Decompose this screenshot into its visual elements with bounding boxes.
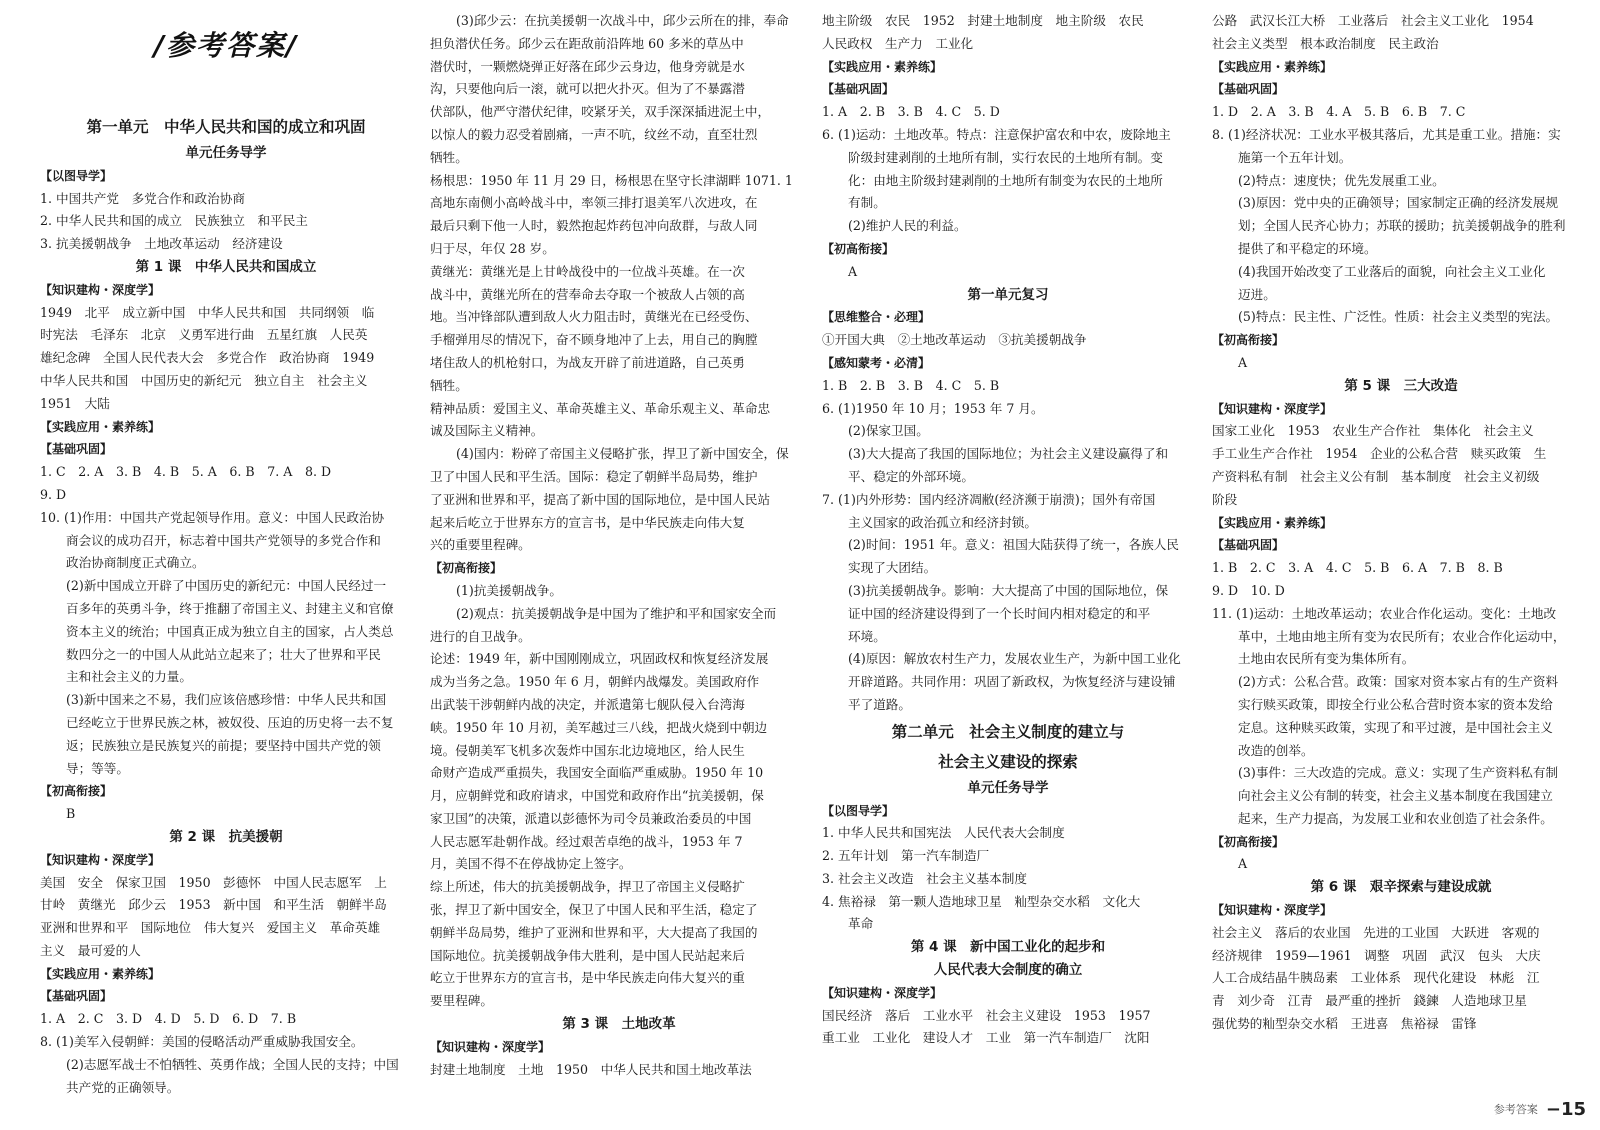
section-label: 【初高衔接】 bbox=[1212, 834, 1285, 849]
answer-line-indented: 革中，土地由地主所有变为农民所有；农业合作化运动中， bbox=[1238, 628, 1566, 644]
answer-line: 1. B 2. C 3. A 4. C 5. B 6. A 7. B 8. B bbox=[1212, 560, 1503, 576]
answer-line: 黄继光：黄继光是上甘岭战役中的一位战斗英雄。在一次 bbox=[430, 263, 745, 279]
answer-line-indented: 资本主义的统治；中国真正成为独立自主的国家，占人类总 bbox=[66, 623, 394, 639]
answer-line-indented: 提供了和平稳定的环境。 bbox=[1238, 240, 1377, 256]
answer-line: 国家工业化 1953 农业生产合作社 集体化 社会主义 bbox=[1212, 423, 1534, 439]
section-label: 【实践应用・素养练】 bbox=[1212, 515, 1333, 530]
answer-line: 起来后屹立于世界东方的宣言书，是中华民族走向伟大复 bbox=[430, 514, 745, 530]
answer-line-indented: 革命 bbox=[848, 916, 874, 932]
answer-line-indented: 导；等等。 bbox=[66, 760, 129, 776]
answer-line: 沟，只要他向后一滚，就可以把火扑灭。但为了不暴露潜 bbox=[430, 81, 745, 97]
answer-line: 要里程碑。 bbox=[430, 993, 493, 1009]
answer-line: 美国 安全 保家卫国 1950 彭德怀 中国人民志愿军 上 bbox=[40, 874, 387, 890]
answer-line: 阶段 bbox=[1212, 491, 1238, 507]
answer-line-indented: 迈进。 bbox=[1238, 286, 1276, 302]
answer-line: 以惊人的毅力忍受着剧痛，一声不吭，纹丝不动，直至壮烈 bbox=[430, 126, 758, 142]
answer-line-indented: (1)抗美援朝战争。 bbox=[456, 582, 562, 598]
answer-line: 社会主义类型 根本政治制度 民主政治 bbox=[1212, 35, 1439, 51]
answer-line: 8. (1)经济状况：工业水平极其落后，尤其是重工业。措施：实 bbox=[1212, 126, 1561, 142]
answer-line-indented: (2)志愿军战士不怕牺牲、英勇作战；全国人民的支持；中国 bbox=[66, 1056, 399, 1072]
column-1 bbox=[40, 10, 412, 1099]
column-4 bbox=[1212, 10, 1590, 1036]
answer-line: 张，捍卫了新中国安全，保卫了中国人民和平生活，稳定了 bbox=[430, 902, 758, 918]
answer-line: 月，美国不得不在停战协定上签字。 bbox=[430, 856, 632, 872]
answer-line-indented: 改造的创举。 bbox=[1238, 742, 1314, 758]
section-label: 【知识建构・深度学】 bbox=[822, 985, 943, 1000]
answer-line: 战斗中，黄继光所在的营奉命去夺取一个被敌人占领的高 bbox=[430, 286, 745, 302]
answer-line: 人民志愿军赴朝作战。经过艰苦卓绝的战斗，1953 年 7 bbox=[430, 833, 743, 849]
answer-line: 综上所述，伟大的抗美援朝战争，捍卫了帝国主义侵略扩 bbox=[430, 879, 745, 895]
answer-line-indented: 共产党的正确领导。 bbox=[66, 1079, 180, 1095]
answer-line-indented: 平了道路。 bbox=[848, 696, 911, 712]
answer-line-indented: (2)保家卫国。 bbox=[848, 423, 929, 439]
answer-line-indented: (3)抗美援朝战争。影响：大大提高了中国的国际地位，保 bbox=[848, 582, 1169, 598]
section-label: 【知识建构・深度学】 bbox=[40, 852, 161, 867]
answer-line-indented: 土地由农民所有变为集体所有。 bbox=[1238, 651, 1415, 667]
answer-line: 精神品质：爱国主义、革命英雄主义、革命乐观主义、革命忠 bbox=[430, 400, 771, 416]
answer-line-indented: (2)新中国成立开辟了中国历史的新纪元：中国人民经过一 bbox=[66, 578, 387, 594]
answer-line: 封建土地制度 土地 1950 中华人民共和国土地改革法 bbox=[430, 1061, 752, 1077]
answer-line-indented: (4)原因：解放农村生产力，发展农业生产，为新中国工业化 bbox=[848, 651, 1181, 667]
answer-line: 牺牲。 bbox=[430, 149, 468, 165]
section-label: 【知识建构・深度学】 bbox=[430, 1039, 551, 1054]
answer-line: 甘岭 黄继光 邱少云 1953 新中国 和平生活 朝鲜半岛 bbox=[40, 897, 387, 913]
section-label: 【实践应用・素养练】 bbox=[40, 419, 161, 434]
answer-line: 经济规律 1959—1961 调整 巩固 武汉 包头 大庆 bbox=[1212, 947, 1541, 963]
answer-line-indented: 化：由地主阶级封建剥削的土地所有制变为农民的土地所 bbox=[848, 172, 1163, 188]
answer-line: 11. (1)运动：土地改革运动；农业合作化运动。变化：土地改 bbox=[1212, 605, 1557, 621]
answer-line: 1. 中华人民共和国宪法 人民代表大会制度 bbox=[822, 825, 1065, 841]
answer-line-indented: 主义国家的政治孤立和经济封锁。 bbox=[848, 514, 1037, 530]
answer-line: 7. (1)内外形势：国内经济凋敝(经济濒于崩溃)；国外有帝国 bbox=[822, 491, 1156, 507]
answer-line-indented: (3)事件：三大改造的完成。意义：实现了生产资料私有制 bbox=[1238, 765, 1559, 781]
section-label: 【以图导学】 bbox=[40, 168, 113, 183]
footer-label: 参考答案 bbox=[1493, 1103, 1538, 1116]
section-label: 【实践应用・素养练】 bbox=[40, 966, 161, 981]
answer-line-indented: 开辟道路。共同作用：巩固了新政权，为恢复经济与建设铺 bbox=[848, 674, 1176, 690]
answer-line-indented: A bbox=[1238, 856, 1248, 872]
banner-text: /参考答案/ bbox=[153, 28, 299, 62]
answer-line: 伏部队，他严守潜伏纪律，咬紧牙关，双手深深插进泥土中， bbox=[430, 104, 771, 120]
answer-line-indented: (3)新中国来之不易，我们应该倍感珍惜：中华人民共和国 bbox=[66, 692, 387, 708]
answer-line: 2. 中华人民共和国的成立 民族独立 和平民主 bbox=[40, 213, 308, 229]
unit-heading: 社会主义建设的探索 bbox=[938, 752, 1078, 771]
section-label: 【初高衔接】 bbox=[430, 561, 503, 576]
answer-line: 1. A 2. B 3. B 4. C 5. D bbox=[822, 104, 1000, 120]
answer-line: 牺牲。 bbox=[430, 377, 468, 393]
answer-line: 1. B 2. B 3. B 4. C 5. B bbox=[822, 377, 1000, 393]
answer-line: 产资料私有制 社会主义公有制 基本制度 社会主义初级 bbox=[1212, 468, 1540, 484]
answer-line: 国民经济 落后 工业水平 社会主义建设 1953 1957 bbox=[822, 1007, 1151, 1023]
answer-line: 4. 焦裕禄 第一颗人造地球卫星 籼型杂交水稻 文化大 bbox=[822, 893, 1141, 909]
answer-line: 3. 社会主义改造 社会主义基本制度 bbox=[822, 870, 1027, 886]
answer-line: 9. D 10. D bbox=[1212, 582, 1285, 598]
answer-line: 屹立于世界东方的宣言书，是中华民族走向伟大复兴的重 bbox=[430, 970, 745, 986]
answer-line: 堵住敌人的机枪射口，为战友开辟了前进道路，自己英勇 bbox=[430, 354, 745, 370]
answer-line-indented: 政治协商制度正式确立。 bbox=[66, 555, 205, 571]
answer-line-indented: 向社会主义公有制的转变，社会主义基本制度在我国建立 bbox=[1238, 788, 1553, 804]
unit-heading: 第一单元 中华人民共和国的成立和巩固 bbox=[86, 118, 366, 136]
answer-line-indented: 阶级封建剥削的土地所有制，实行农民的土地所有制。变 bbox=[848, 149, 1163, 165]
answer-line: 公路 武汉长江大桥 工业落后 社会主义工业化 1954 bbox=[1212, 13, 1534, 28]
answer-line: 强优势的籼型杂交水稻 王进喜 焦裕禄 雷锋 bbox=[1212, 1016, 1477, 1032]
answer-line: 社会主义 落后的农业国 先进的工业国 大跃进 客观的 bbox=[1212, 924, 1540, 940]
answer-line: 10. (1)作用：中国共产党起领导作用。意义：中国人民政治协 bbox=[40, 509, 385, 525]
answer-line: 1949 北平 成立新中国 中华人民共和国 共同纲领 临 bbox=[40, 304, 375, 320]
answer-line: 卫了中国人民和平生活。国际：稳定了朝鲜半岛局势，维护 bbox=[430, 468, 758, 484]
answer-line: 论述：1949 年，新中国刚刚成立，巩固政权和恢复经济发展 bbox=[430, 651, 769, 667]
answer-line-indented: 商会议的成功召开，标志着中国共产党领导的多党合作和 bbox=[66, 532, 381, 548]
answer-line: 命财产造成严重损失，我国安全面临严重威胁。1950 年 10 bbox=[430, 765, 764, 781]
answer-line-indented: 划；全国人民齐心协力；苏联的援助；抗美援朝战争的胜利 bbox=[1238, 218, 1566, 234]
answer-line: 6. (1)运动：土地改革。特点：注意保护富农和中农，废除地主 bbox=[822, 126, 1171, 142]
answer-line: 时宪法 毛泽东 北京 义勇军进行曲 五星红旗 人民英 bbox=[40, 327, 368, 343]
section-label: 【感知蒙考・必清】 bbox=[822, 355, 931, 370]
answer-line: 2. 五年计划 第一汽车制造厂 bbox=[822, 848, 990, 864]
section-label: 【知识建构・深度学】 bbox=[40, 282, 161, 297]
answer-line: 主义 最可爱的人 bbox=[40, 942, 141, 958]
column-3 bbox=[822, 10, 1194, 1050]
answer-line-indented: 数四分之一的中国人从此站立起来了；壮大了世界和平民 bbox=[66, 646, 381, 662]
answer-line: 最后只剩下他一人时，毅然抱起炸药包冲向敌群，与敌人同 bbox=[430, 218, 758, 234]
answer-line: 青 刘少奇 江青 最严重的挫折 錢鍊 人造地球卫星 bbox=[1212, 993, 1527, 1009]
answer-line: 手榴弹用尽的情况下，奋不顾身地冲了上去，用自己的胸膛 bbox=[430, 332, 758, 348]
answer-line: 进行的自卫战争。 bbox=[430, 628, 531, 644]
column-2 bbox=[430, 10, 808, 1081]
section-label: 【基础巩固】 bbox=[40, 989, 113, 1004]
answer-line: 境。侵朝美军飞机多次轰炸中国东北边境地区，给人民生 bbox=[430, 742, 745, 758]
answer-line-indented: (4)我国开始改变了工业落后的面貌，向社会主义工业化 bbox=[1238, 263, 1546, 279]
lesson-heading: 第 5 课 三大改造 bbox=[1344, 377, 1458, 394]
answer-line: 1. 中国共产党 多党合作和政治协商 bbox=[40, 190, 245, 206]
answer-line-indented: (3)大大提高了我国的国际地位；为社会主义建设赢得了和 bbox=[848, 446, 1169, 462]
answer-line: 3. 抗美援朝战争 土地改革运动 经济建设 bbox=[40, 236, 283, 252]
answer-line-indented: 环境。 bbox=[848, 628, 886, 644]
section-label: 【基础巩固】 bbox=[1212, 82, 1285, 97]
answer-line-indented: 证中国的经济建设得到了一个长时间内相对稳定的和平 bbox=[848, 605, 1151, 621]
page-footer bbox=[1456, 1096, 1586, 1122]
answer-line-indented: (2)维护人民的利益。 bbox=[848, 218, 967, 234]
answer-line: 地主阶级 农民 1952 封建土地制度 地主阶级 农民 bbox=[822, 13, 1144, 28]
answer-line: 出武装干涉朝鲜内战的决定，并派遣第七舰队侵入台湾海 bbox=[430, 696, 745, 712]
section-label: 【初高衔接】 bbox=[822, 241, 895, 256]
answer-line-indented: (2)方式：公私合营。政策：国家对资本家占有的生产资料 bbox=[1238, 674, 1559, 690]
answer-line: 9. D bbox=[40, 486, 67, 502]
lesson-heading: 第 4 课 新中国工业化的起步和 bbox=[910, 939, 1106, 956]
answer-line-indented: (2)观点：抗美援朝战争是中国为了维护和平和国家安全而 bbox=[456, 605, 777, 621]
lesson-heading: 第一单元复习 bbox=[967, 286, 1049, 303]
lesson-heading: 第 3 课 土地改革 bbox=[562, 1016, 676, 1033]
lesson-heading: 单元任务导学 bbox=[967, 779, 1049, 796]
lesson-heading: 第 1 课 中华人民共和国成立 bbox=[135, 258, 317, 275]
answer-line-indented: 实现了大团结。 bbox=[848, 560, 937, 576]
answer-line-indented: B bbox=[66, 806, 76, 822]
answer-line: 诚及国际主义精神。 bbox=[430, 423, 544, 439]
answer-line-indented: (5)特点：民主性、广泛性。性质：社会主义类型的宪法。 bbox=[1238, 309, 1559, 325]
answer-line: 成为当务之急。1950 年 6 月，朝鲜内战爆发。美国政府作 bbox=[430, 674, 760, 690]
banner-title bbox=[40, 10, 412, 82]
lesson-heading: 人民代表大会制度的确立 bbox=[933, 962, 1083, 979]
section-label: 【基础巩固】 bbox=[822, 82, 895, 97]
section-label: 【思维整合・必理】 bbox=[822, 310, 931, 325]
answer-line: 手工业生产合作社 1954 企业的公私合营 赎买政策 生 bbox=[1212, 446, 1547, 462]
answer-line: 重工业 工业化 建设人才 工业 第一汽车制造厂 沈阳 bbox=[822, 1030, 1150, 1046]
answer-line: 1. A 2. C 3. D 4. D 5. D 6. D 7. B bbox=[40, 1011, 297, 1027]
answer-line: 归于尽，年仅 28 岁。 bbox=[430, 240, 555, 256]
answer-line-indented: 平、稳定的外部环境。 bbox=[848, 468, 974, 484]
section-label: 【实践应用・素养练】 bbox=[822, 59, 943, 74]
answer-line: 中华人民共和国 中国历史的新纪元 独立自主 社会主义 bbox=[40, 372, 368, 388]
answer-line-indented: A bbox=[848, 263, 858, 279]
answer-line: 月，应朝鲜党和政府请求，中国党和政府作出“抗美援朝，保 bbox=[430, 788, 764, 804]
answer-line: ①开国大典 ②土地改革运动 ③抗美援朝战争 bbox=[822, 332, 1087, 348]
answer-line-indented: A bbox=[1238, 354, 1248, 370]
answer-line: 人工合成结晶牛胰岛素 工业体系 现代化建设 林彪 江 bbox=[1212, 970, 1540, 986]
section-label: 【知识建构・深度学】 bbox=[1212, 903, 1333, 918]
unit-heading: 第二单元 社会主义制度的建立与 bbox=[891, 722, 1125, 741]
answer-line: 担负潜伏任务。邱少云在距敌前沿阵地 60 多米的草丛中 bbox=[430, 35, 744, 51]
answer-line: 朝鲜半岛局势，维护了亚洲和世界和平，大大提高了我国的 bbox=[430, 924, 758, 940]
answer-line-indented: (3)原因：党中央的正确领导；国家制定正确的经济发展规 bbox=[1238, 195, 1559, 211]
answer-line-indented: 起来，生产力提高，为发展工业和农业创造了社会条件。 bbox=[1238, 810, 1553, 826]
answer-line: 1. C 2. A 3. B 4. B 5. A 6. B 7. A 8. D bbox=[40, 464, 332, 480]
answer-line: 1. D 2. A 3. B 4. A 5. B 6. B 7. C bbox=[1212, 104, 1466, 120]
answer-line-indented: 百多年的英勇斗争，终于推翻了帝国主义、封建主义和官僚 bbox=[66, 600, 394, 616]
answer-line-indented: (2)特点：速度快；优先发展重工业。 bbox=[1238, 172, 1445, 188]
lesson-heading: 第 2 课 抗美援朝 bbox=[169, 828, 283, 845]
answer-line: 国际地位。抗美援朝战争伟大胜利，是中国人民站起来后 bbox=[430, 947, 745, 963]
section-label: 【基础巩固】 bbox=[1212, 538, 1285, 553]
spacer bbox=[40, 82, 412, 112]
page-number: −15 bbox=[1545, 1098, 1586, 1120]
lesson-heading: 单元任务导学 bbox=[185, 145, 267, 161]
answer-line-indented: (4)国内：粉碎了帝国主义侵略扩张，捍卫了新中国安全，保 bbox=[456, 446, 789, 462]
answer-line: 1951 大陆 bbox=[40, 395, 110, 411]
answer-line: 潜伏时，一颗燃烧弹正好落在邱少云身边，他身旁就是水 bbox=[430, 58, 745, 74]
answer-line: 8. (1)美军入侵朝鲜：美国的侵略活动严重威胁我国安全。 bbox=[40, 1034, 364, 1050]
section-label: 【知识建构・深度学】 bbox=[1212, 401, 1333, 416]
answer-line: 峡。1950 年 10 月初，美军越过三八线，把战火烧到中朝边 bbox=[430, 719, 768, 735]
lesson-heading: 第 6 课 艰辛探索与建设成就 bbox=[1310, 879, 1492, 896]
answer-line: 杨根思：1950 年 11 月 29 日，杨根思在坚守长津湖畔 1071. 1 bbox=[430, 172, 793, 188]
answer-line-indented: 实行赎买政策，即按全行业公私合营时资本家的资本发给 bbox=[1238, 696, 1553, 712]
section-label: 【初高衔接】 bbox=[1212, 333, 1285, 348]
section-label: 【初高衔接】 bbox=[40, 784, 113, 799]
answer-line: 亚洲和世界和平 国际地位 伟大复兴 爱国主义 革命英雄 bbox=[40, 920, 381, 936]
answer-line: 雄纪念碑 全国人民代表大会 多党合作 政治协商 1949 bbox=[40, 350, 375, 366]
answer-line-indented: (3)邱少云：在抗美援朝一次战斗中，邱少云所在的排，奉命 bbox=[456, 13, 789, 28]
answer-line-indented: 返；民族独立是民族复兴的前提；要坚持中国共产党的领 bbox=[66, 737, 381, 753]
section-label: 【基础巩固】 bbox=[40, 442, 113, 457]
section-label: 【实践应用・素养练】 bbox=[1212, 59, 1333, 74]
answer-line: 6. (1)1950 年 10 月；1953 年 7 月。 bbox=[822, 400, 1044, 416]
answer-line: 兴的重要里程碑。 bbox=[430, 537, 531, 553]
answer-line: 高地东南侧小高岭战斗中，率领三排打退美军八次进攻，在 bbox=[430, 195, 758, 211]
section-label: 【以图导学】 bbox=[822, 803, 895, 818]
answer-line-indented: 施第一个五年计划。 bbox=[1238, 149, 1352, 165]
answer-line: 了亚洲和世界和平，提高了新中国的国际地位，是中国人民站 bbox=[430, 491, 771, 507]
answer-line-indented: 定息。这种赎买政策，实现了和平过渡，是中国社会主义 bbox=[1238, 719, 1553, 735]
answer-line-indented: 有制。 bbox=[848, 195, 886, 211]
answer-line: 人民政权 生产力 工业化 bbox=[822, 35, 974, 51]
answer-line: 家卫国”的决策，派遣以彭德怀为司令员兼政治委员的中国 bbox=[430, 810, 752, 826]
answer-line-indented: (2)时间：1951 年。意义：祖国大陆获得了统一，各族人民 bbox=[848, 537, 1179, 553]
answer-line-indented: 已经屹立于世界民族之林，被奴役、压迫的历史将一去不复 bbox=[66, 714, 394, 730]
answer-line: 地。当冲锋部队遭到敌人火力阻击时，黄继光在已经受伤、 bbox=[430, 309, 758, 325]
answer-line-indented: 主和社会主义的力量。 bbox=[66, 669, 192, 685]
